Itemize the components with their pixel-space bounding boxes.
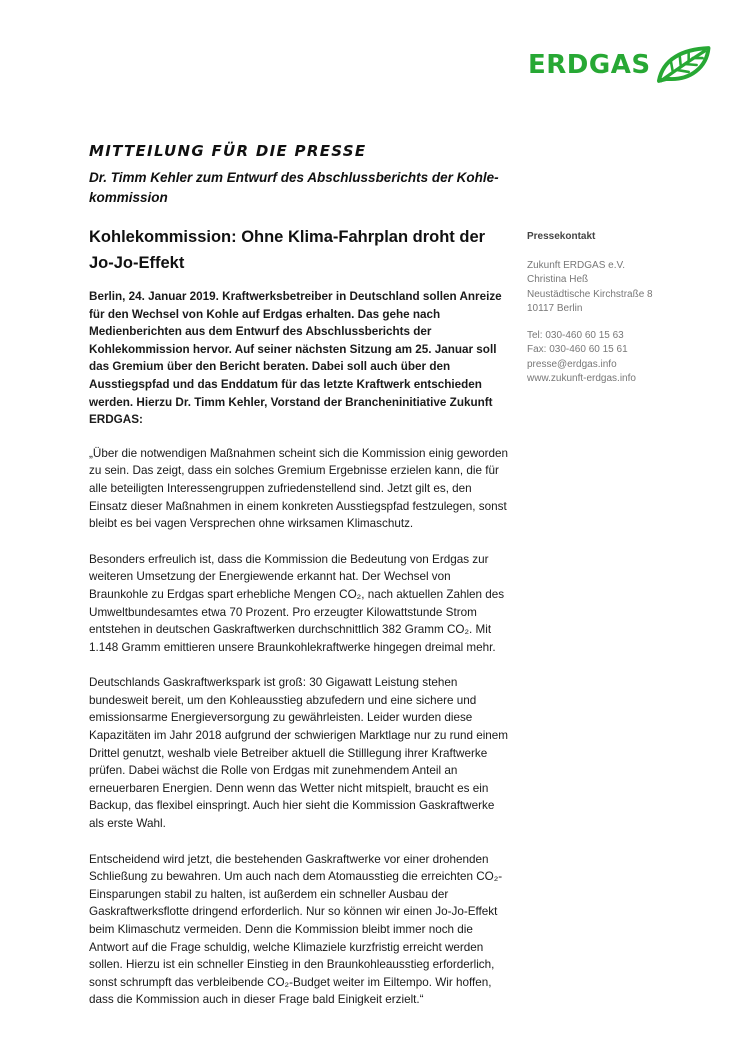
leaf-icon <box>655 45 712 85</box>
lead-paragraph: Berlin, 24. Januar 2019. Kraftwerksbetreiber in Deutschland sollen Anreize für den Wechsel von Kohle auf Erdgas erhalten. Das gehe nach Medienberichten aus dem Entwurf des Abschlussberichts der Kohlekommission hervor. Auf seiner nächsten Sitzung am 25. Januar soll das Gremium über den Bericht beraten. Dabei soll auch über den Ausstiegspfad und das Enddatum für das letzte Kraftwerk entschieden werden. Hierzu Dr. Timm Kehler, Vorstand der Brancheninitiative Zukunft ERDGAS: <box>89 290 502 427</box>
paragraph-4: Entscheidend wird jetzt, die bestehenden Gaskraftwerke vor einer drohenden Schließung zu bewahren. Um auch nach dem Atomausstieg die erreichten CO₂-Einsparungen stabil zu halten, ist außerdem ein schneller Ausbau der Gaskraftwerksflotte dringend erforderlich. Nur so können wir einen Jo-Jo-Effekt beim Klimaschutz vermeiden. Denn die Kommission bleibt immer noch die Antwort auf die Frage schuldig, welche Klimaziele kurzfristig erreicht werden sollen. Hierzu ist ein schneller Einstieg in den Braunkohleausstieg erforderlich, sonst schrumpft das verbleibende CO₂-Budget weiter im Eiltempo. Wir hoffen, dass die Kommission auch in dieser Frage bald Einigkeit erzielt.“ <box>89 852 503 1007</box>
paragraph-1: „Über die notwendigen Maßnahmen scheint sich die Kommission einig geworden zu sein. Das zeigt, dass ein solches Gremium Ergebnisse erzielen kann, die für alle beteiligten Interessengruppen zufriedenstellend sind. Jetzt gilt es, den Einsatz dieser Maßnahmen in einem konkreten Ausstiegspfad festzulegen, sonst bleibt es bei vagen Versprechen ohne wirksamen Klimaschutz. <box>89 446 509 531</box>
logo-text: ERDGAS <box>528 50 651 80</box>
address-org: Zukunft ERDGAS e.V. <box>527 259 626 271</box>
contact-address <box>527 259 697 317</box>
paragraph-3: Deutschlands Gaskraftwerkspark ist groß: 30 Gigawatt Leistung stehen bundesweit bereit, um den Kohleausstieg abzufedern und eine sichere und emissionsarme Energieversorgung zu gewährleisten. Leider wurden diese Kapazitäten im Jahr 2018 aufgrund der schwierigen Marktlage nur zu rund einem Drittel genutzt, weshalb viele Betreiber aktuell die Stilllegung ihrer Kraftwerke prüfen. Dabei wächst die Rolle von Erdgas mit zunehmendem Anteil an erneuerbaren Energien. Denn wenn das Wetter nicht mitspielt, braucht es ein Backup, das flexibel einspringt. Auch hier sieht die Kommission Gaskraftwerke als erste Wahl. <box>89 676 509 831</box>
headline: Kohlekommission: Ohne Klima-Fahrplan droht der Jo-Jo-Effekt <box>89 228 486 272</box>
contact-details <box>527 329 697 387</box>
paragraph-2: Besonders erfreulich ist, dass die Kommission die Bedeutung von Erdgas zur weiteren Umsetzung der Energiewende erkannt hat. Der Wechsel von Braunkohle zu Erdgas spart erhebliche Mengen CO₂, nach aktuellen Zahlen des Umweltbundesamtes etwa 70 Prozent. Pro erzeugter Kilowattstunde Strom entstehen in deutschen Gaskraftwerken durchschnittlich 382 Gramm CO₂. Mit 1.148 Gramm emittieren unsere Braunkohlekraftwerke hingegen dreimal mehr. <box>89 552 505 654</box>
contact-phone: Tel: 030-460 60 15 63 <box>527 329 624 341</box>
contact-website-link[interactable]: www.zukunft-erdgas.info <box>527 373 636 384</box>
press-release-body <box>89 142 509 1027</box>
press-label: MITTEILUNG FÜR DIE PRESSE <box>89 142 367 160</box>
subtitle: Dr. Timm Kehler zum Entwurf des Abschlussberichts der Kohle-kommission <box>89 170 499 205</box>
press-contact-title: Pressekontakt <box>527 231 596 242</box>
contact-email-link[interactable]: presse@erdgas.info <box>527 358 617 370</box>
address-street: Neustädtische Kirchstraße 8 <box>527 288 653 300</box>
address-city: 10117 Berlin <box>527 303 583 314</box>
press-contact <box>527 230 697 399</box>
erdgas-logo <box>528 44 712 86</box>
contact-fax: Fax: 030-460 60 15 61 <box>527 344 628 355</box>
address-person: Christina Heß <box>527 274 589 285</box>
